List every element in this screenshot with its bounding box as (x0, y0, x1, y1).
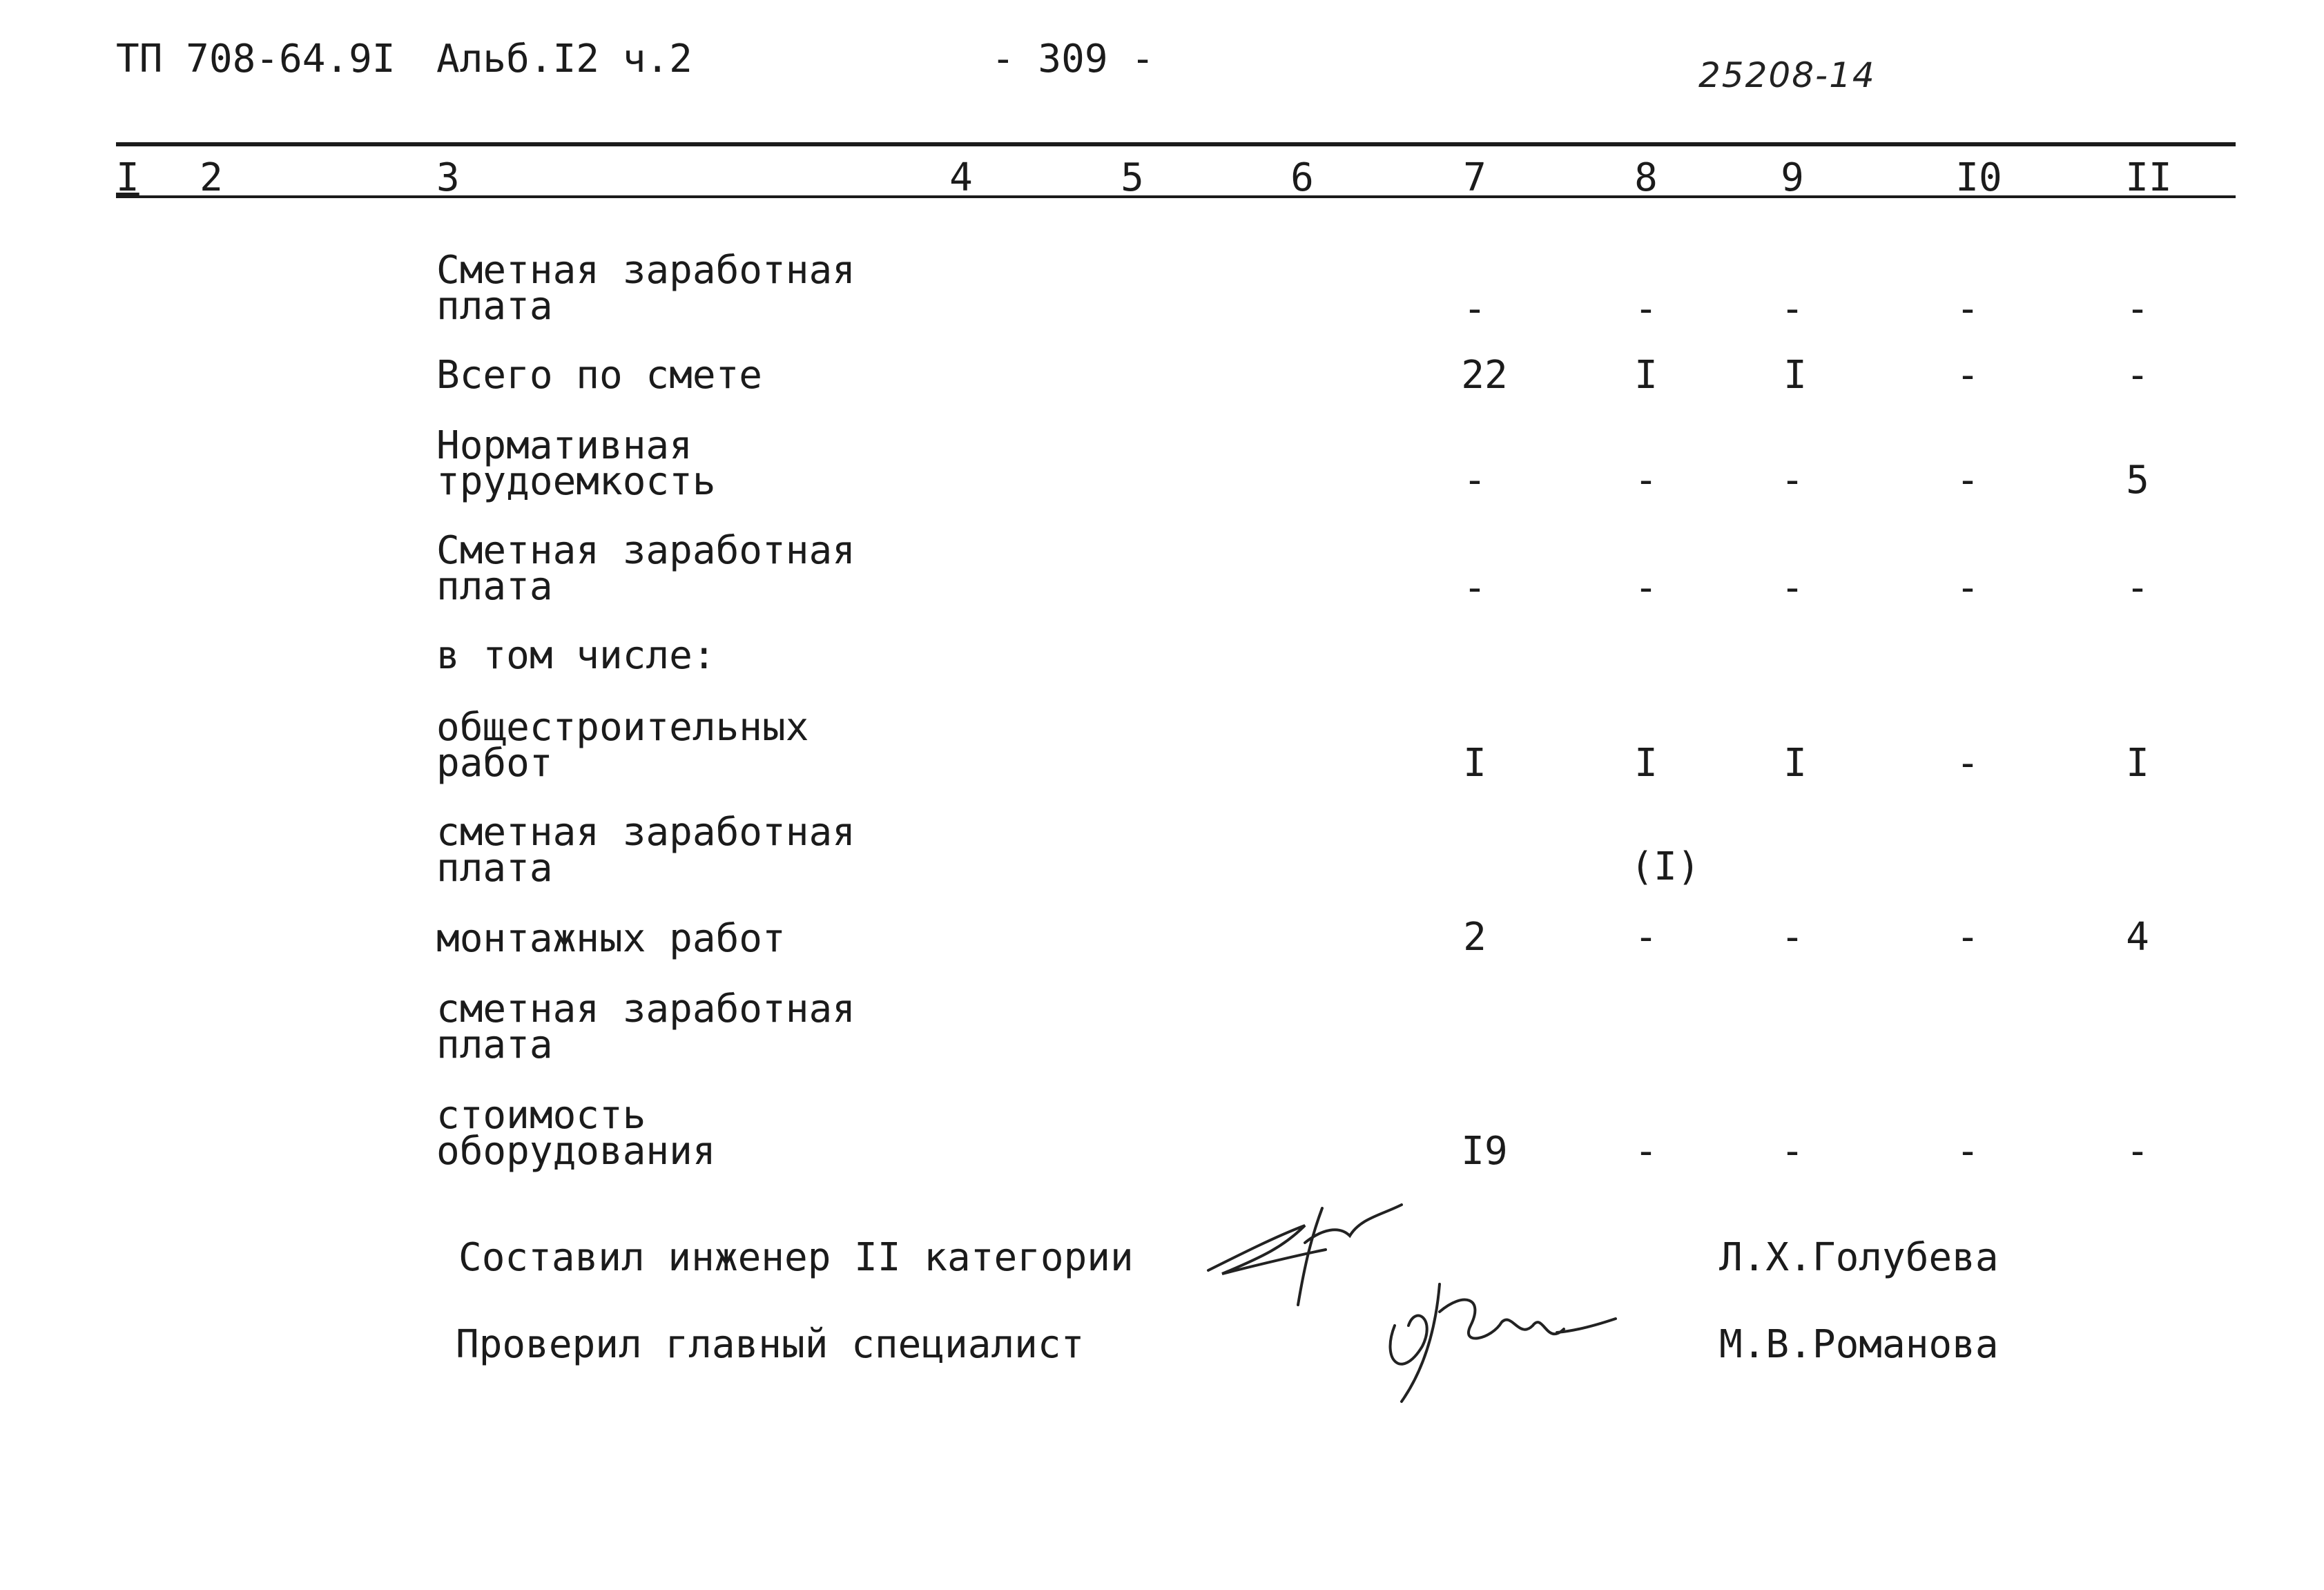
col-header-5: 5 (1121, 155, 1144, 200)
cell-col7: - (1463, 458, 1487, 503)
cell-col11: - (2126, 353, 2149, 398)
cell-col8: I (1634, 353, 1658, 398)
cell-col10: - (1956, 458, 1979, 503)
cell-col11: - (2126, 565, 2149, 610)
col-header-6: 6 (1290, 155, 1314, 200)
cell-col7: - (1463, 287, 1487, 331)
row-label: Всего по смете (436, 353, 763, 398)
cell-col11: 5 (2126, 458, 2149, 503)
cell-col9: - (1781, 458, 1804, 503)
cell-col10: - (1956, 741, 1979, 786)
row-label: стоимость оборудования (436, 1093, 716, 1174)
cell-col7: 2 (1463, 915, 1487, 960)
checked-by-role: Проверил главный специалист (456, 1322, 1085, 1367)
cell-col10: - (1956, 915, 1979, 960)
cell-col8: - (1634, 1129, 1658, 1174)
cell-col11: I (2126, 741, 2149, 786)
row-label: общестроительных работ (436, 705, 809, 786)
cell-col9: I (1783, 741, 1807, 786)
cell-col7: I9 (1461, 1129, 1508, 1174)
col-header-11: II (2125, 155, 2172, 200)
page-number: - 309 - (991, 37, 1155, 81)
col-header-8: 8 (1634, 155, 1658, 200)
cell-col10: - (1956, 287, 1979, 331)
stamp-number: 25208-14 (1698, 55, 1876, 95)
cell-col8: - (1634, 565, 1658, 610)
row-label: в том числе: (436, 633, 716, 678)
col-header-7: 7 (1463, 155, 1487, 200)
cell-col7: - (1463, 565, 1487, 610)
col-header-10: I0 (1955, 155, 2002, 200)
row-label: Сметная заработная плата (436, 248, 855, 329)
cell-col8: - (1634, 458, 1658, 503)
cell-col8: - (1634, 287, 1658, 331)
cell-col10: - (1956, 1129, 1979, 1174)
col-header-1: I (116, 155, 139, 200)
doc-code: ТП 708-64.9I (116, 37, 396, 81)
row-label: Нормативная трудоемкость (436, 423, 716, 504)
cell-col11: - (2126, 1129, 2149, 1174)
table-top-rule (116, 142, 2236, 146)
cell-col11: - (2126, 287, 2149, 331)
table-header-rule (116, 195, 2236, 198)
cell-col9: - (1781, 1129, 1804, 1174)
cell-col10: - (1956, 353, 1979, 398)
cell-col11: 4 (2126, 915, 2149, 960)
cell-col10: - (1956, 565, 1979, 610)
cell-col8: I (1634, 741, 1658, 786)
cell-col7: 22 (1461, 353, 1508, 398)
col-header-4: 4 (949, 155, 973, 200)
compiled-by-role: Составил инженер II категории (458, 1235, 1134, 1280)
row-label: сметная заработная плата (436, 810, 855, 891)
cell-col7: I (1463, 741, 1487, 786)
cell-col9: - (1781, 287, 1804, 331)
handwritten-signature-2 (1374, 1243, 1636, 1408)
col-header-9: 9 (1781, 155, 1804, 200)
row-label: сметная заработная плата (436, 987, 855, 1067)
album-label: Альб.I2 ч.2 (436, 37, 693, 81)
cell-col8: - (1634, 915, 1658, 960)
cell-col9: - (1781, 565, 1804, 610)
checked-by-name: М.В.Романова (1719, 1322, 1999, 1367)
cell-col9: I (1783, 353, 1807, 398)
row-label: Сметная заработная плата (436, 528, 855, 609)
cell-col8: (I) (1630, 844, 1701, 889)
col-header-3: 3 (436, 155, 460, 200)
compiled-by-name: Л.Х.Голубева (1719, 1235, 1999, 1280)
cell-col9: - (1781, 915, 1804, 960)
row-label: монтажных работ (436, 916, 786, 961)
col-header-2: 2 (200, 155, 223, 200)
